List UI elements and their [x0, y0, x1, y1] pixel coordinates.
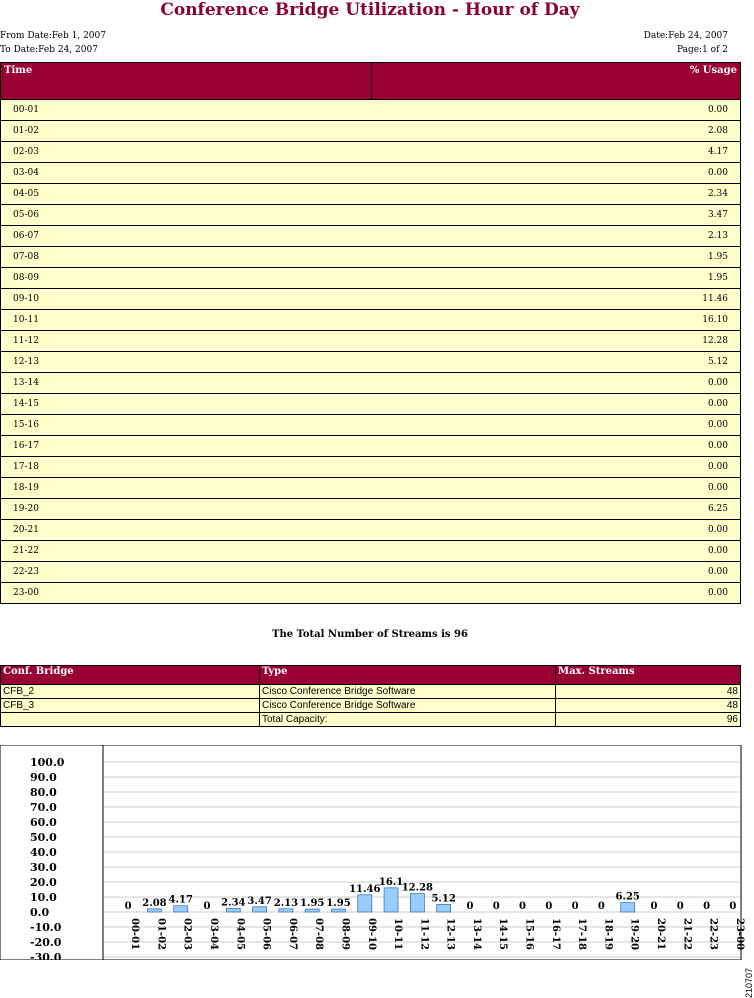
bar — [331, 909, 345, 912]
bar-value-label: 6.25 — [615, 891, 640, 903]
usage-cell: 2.08 — [372, 121, 741, 142]
time-cell: 07-08 — [1, 247, 372, 268]
to-date: To Date:Feb 24, 2007 — [0, 45, 98, 55]
usage-cell: 0.00 — [372, 457, 741, 478]
time-cell: 12-13 — [1, 352, 372, 373]
total-streams: The Total Number of Streams is 96 — [272, 629, 468, 640]
time-cell: 03-04 — [1, 163, 372, 184]
bar-value-label: 1.95 — [300, 898, 325, 910]
y-tick-label: 10.0 — [30, 891, 57, 904]
time-cell: 21-22 — [1, 541, 372, 562]
page-number: Page:1 of 2 — [676, 45, 728, 55]
time-cell: 13-14 — [1, 373, 372, 394]
usage-cell: 5.12 — [372, 352, 741, 373]
y-tick-label: 30.0 — [30, 861, 57, 874]
bar-value-label: 0 — [203, 901, 211, 912]
usage-cell: 0.00 — [372, 100, 741, 121]
report-title: Conference Bridge Utilization - Hour of Day — [160, 0, 580, 20]
usage-cell: 6.25 — [372, 499, 741, 520]
time-cell: 18-19 — [1, 478, 372, 499]
table-row — [1, 247, 741, 268]
bar-value-label: 0 — [703, 901, 711, 912]
table-row — [1, 289, 741, 310]
table-row — [1, 457, 741, 478]
table-row — [1, 352, 741, 373]
bridge-table-body — [1, 685, 741, 727]
bar — [384, 888, 398, 912]
time-cell: 20-21 — [1, 520, 372, 541]
header-max-streams: Max. Streams — [556, 666, 741, 685]
table-row — [1, 373, 741, 394]
usage-cell: 1.95 — [372, 247, 741, 268]
x-tick-label: 17-18 — [576, 918, 588, 950]
bridge-cell — [1, 713, 260, 727]
x-tick-label: 23-00 — [733, 918, 745, 950]
time-cell: 05-06 — [1, 205, 372, 226]
bar-value-label: 0 — [676, 901, 684, 912]
table-row — [1, 142, 741, 163]
y-tick-label: 90.0 — [30, 771, 57, 784]
time-cell: 14-15 — [1, 394, 372, 415]
x-tick-label: 03-04 — [208, 918, 220, 950]
type-cell: Total Capacity: — [260, 713, 556, 727]
x-tick-label: 15-16 — [523, 918, 535, 950]
usage-cell: 3.47 — [372, 205, 741, 226]
table-row — [1, 685, 741, 699]
usage-cell: 4.17 — [372, 142, 741, 163]
bar-value-label: 0 — [466, 901, 474, 912]
bar — [253, 907, 267, 912]
bar — [226, 908, 240, 912]
bar — [174, 906, 188, 912]
bar — [147, 909, 161, 912]
header-usage: % Usage — [372, 63, 741, 100]
y-tick-label: -30.0 — [30, 951, 62, 960]
bar-value-label: 0 — [545, 901, 553, 912]
time-cell: 06-07 — [1, 226, 372, 247]
bar — [279, 909, 293, 912]
time-cell: 08-09 — [1, 268, 372, 289]
table-row — [1, 478, 741, 499]
x-tick-label: 11-12 — [418, 918, 430, 950]
usage-cell: 0.00 — [372, 520, 741, 541]
bar-value-label: 16.1 — [378, 876, 404, 888]
table-row — [1, 583, 741, 604]
time-cell: 15-16 — [1, 415, 372, 436]
time-cell: 23-00 — [1, 583, 372, 604]
bar-value-label: 5.12 — [431, 893, 456, 905]
time-cell: 09-10 — [1, 289, 372, 310]
usage-cell: 0.00 — [372, 583, 741, 604]
bar — [437, 904, 451, 912]
x-tick-label: 16-17 — [549, 918, 561, 950]
time-cell: 04-05 — [1, 184, 372, 205]
bar — [621, 903, 635, 912]
bar-value-label: 0 — [597, 901, 605, 912]
header-type: Type — [260, 666, 556, 685]
x-tick-label: 13-14 — [470, 918, 482, 950]
report-date: Date:Feb 24, 2007 — [643, 31, 728, 41]
usage-cell: 0.00 — [372, 562, 741, 583]
table-row — [1, 415, 741, 436]
usage-cell: 16.10 — [372, 310, 741, 331]
usage-bar-chart — [0, 745, 754, 960]
table-row — [1, 562, 741, 583]
table-row — [1, 226, 741, 247]
type-cell: Cisco Conference Bridge Software — [260, 699, 556, 713]
time-cell: 02-03 — [1, 142, 372, 163]
table-row — [1, 394, 741, 415]
usage-cell: 11.46 — [372, 289, 741, 310]
y-tick-label: -20.0 — [30, 936, 62, 949]
bar-value-label: 3.47 — [247, 895, 272, 907]
bar-value-label: 0 — [650, 901, 658, 912]
table-row — [1, 499, 741, 520]
time-cell: 22-23 — [1, 562, 372, 583]
x-tick-label: 12-13 — [444, 918, 456, 950]
table-row — [1, 268, 741, 289]
x-tick-label: 02-03 — [181, 918, 193, 950]
table-row — [1, 184, 741, 205]
y-tick-label: -10.0 — [30, 921, 62, 934]
usage-table — [0, 62, 741, 604]
table-row — [1, 520, 741, 541]
bar — [358, 895, 372, 912]
time-cell: 16-17 — [1, 436, 372, 457]
bridge-cell: CFB_3 — [1, 699, 260, 713]
time-cell: 00-01 — [1, 100, 372, 121]
y-tick-label: 50.0 — [30, 831, 57, 844]
x-tick-label: 01-02 — [155, 918, 167, 950]
y-tick-label: 70.0 — [30, 801, 57, 814]
bar-value-label: 4.17 — [168, 894, 193, 906]
x-tick-label: 14-15 — [497, 918, 509, 950]
bridge-cell: CFB_2 — [1, 685, 260, 699]
bridge-table — [0, 665, 741, 727]
table-row — [1, 205, 741, 226]
bar-value-label: 0 — [729, 901, 737, 912]
time-cell: 01-02 — [1, 121, 372, 142]
y-tick-label: 80.0 — [30, 786, 57, 799]
x-tick-label: 22-23 — [707, 918, 719, 950]
y-tick-label: 0.0 — [30, 906, 50, 919]
bar-value-label: 12.28 — [401, 882, 434, 894]
bar-value-label: 2.34 — [221, 897, 246, 909]
x-tick-label: 05-06 — [260, 918, 272, 950]
usage-cell: 0.00 — [372, 415, 741, 436]
usage-cell: 12.28 — [372, 331, 741, 352]
time-cell: 17-18 — [1, 457, 372, 478]
usage-cell: 0.00 — [372, 163, 741, 184]
bar-value-label: 2.08 — [142, 897, 167, 909]
usage-cell: 1.95 — [372, 268, 741, 289]
usage-cell: 2.34 — [372, 184, 741, 205]
x-tick-label: 07-08 — [313, 918, 325, 950]
table-row — [1, 699, 741, 713]
usage-cell: 2.13 — [372, 226, 741, 247]
header-time: Time — [1, 63, 372, 100]
x-tick-label: 00-01 — [129, 918, 141, 950]
time-cell: 19-20 — [1, 499, 372, 520]
usage-cell: 0.00 — [372, 394, 741, 415]
from-date: From Date:Feb 1, 2007 — [0, 31, 106, 41]
table-row — [1, 100, 741, 121]
table-row — [1, 713, 741, 727]
bar — [305, 909, 319, 912]
usage-cell: 0.00 — [372, 541, 741, 562]
usage-cell: 0.00 — [372, 478, 741, 499]
bar-value-label: 0 — [124, 901, 132, 912]
date-range — [0, 29, 106, 57]
max-streams-cell: 96 — [556, 713, 741, 727]
time-cell: 11-12 — [1, 331, 372, 352]
x-tick-label: 10-11 — [392, 918, 404, 950]
table-row — [1, 436, 741, 457]
max-streams-cell: 48 — [556, 699, 741, 713]
usage-table-body — [1, 100, 741, 604]
x-tick-label: 21-22 — [681, 918, 693, 950]
bar — [410, 894, 424, 912]
table-row — [1, 541, 741, 562]
y-tick-label: 100.0 — [30, 756, 65, 769]
bar-value-label: 0 — [519, 901, 527, 912]
bar-value-label: 2.13 — [273, 897, 299, 909]
x-tick-label: 04-05 — [234, 918, 246, 950]
bar-value-label: 1.95 — [326, 898, 351, 910]
bar-value-label: 11.46 — [349, 883, 381, 895]
usage-cell: 0.00 — [372, 436, 741, 457]
x-tick-label: 20-21 — [654, 918, 666, 950]
x-tick-label: 09-10 — [365, 918, 377, 950]
x-tick-label: 18-19 — [602, 918, 614, 950]
y-tick-label: 60.0 — [30, 816, 57, 829]
time-cell: 10-11 — [1, 310, 372, 331]
table-row — [1, 121, 741, 142]
table-row — [1, 163, 741, 184]
type-cell: Cisco Conference Bridge Software — [260, 685, 556, 699]
y-tick-label: 20.0 — [30, 876, 57, 889]
x-tick-label: 06-07 — [286, 918, 298, 950]
header-bridge: Conf. Bridge — [1, 666, 260, 685]
table-row — [1, 331, 741, 352]
report-meta — [644, 29, 728, 57]
max-streams-cell: 48 — [556, 685, 741, 699]
figure-id: 210707 — [744, 967, 754, 998]
table-row — [1, 310, 741, 331]
usage-cell: 0.00 — [372, 373, 741, 394]
bar-value-label: 0 — [492, 901, 500, 912]
y-tick-label: 40.0 — [30, 846, 57, 859]
bar-value-label: 0 — [571, 901, 579, 912]
x-tick-label: 08-09 — [339, 918, 351, 950]
x-tick-label: 19-20 — [628, 918, 640, 950]
